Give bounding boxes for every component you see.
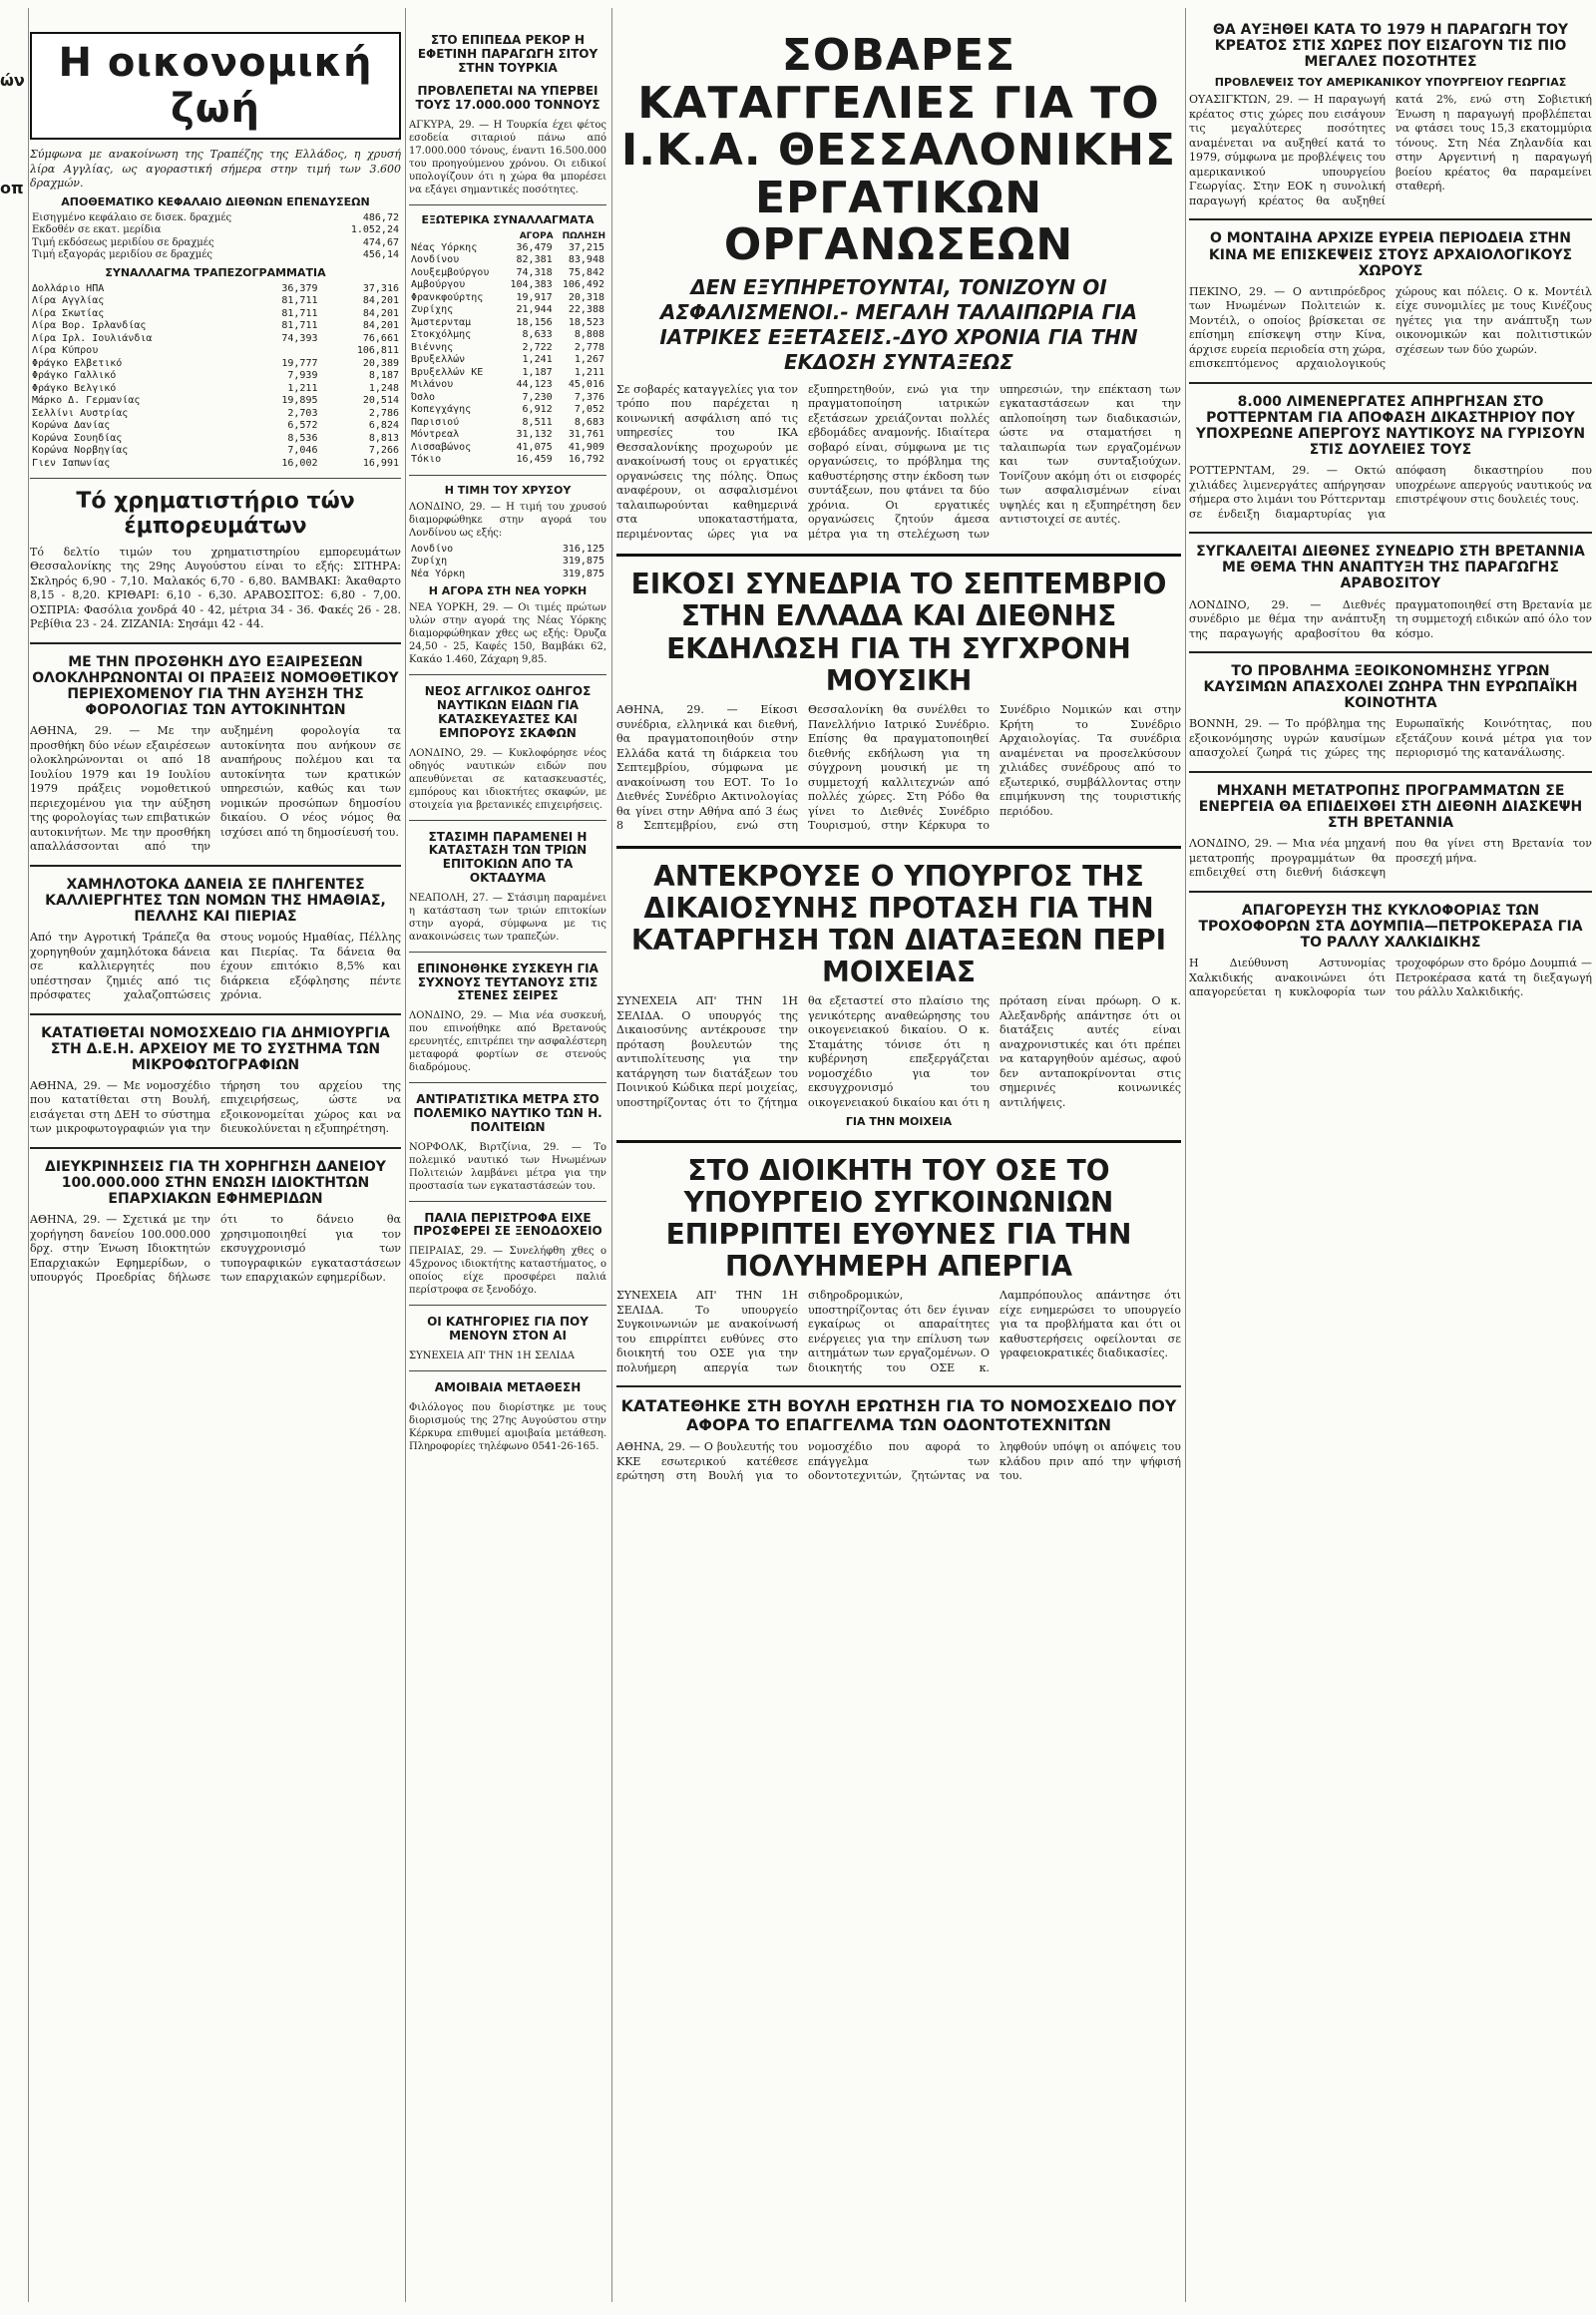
justice-headline: ΑΝΤΕΚΡΟΥΣΕ Ο ΥΠΟΥΡΓΟΣ ΤΗΣ ΔΙΚΑΙΟΣΥΝΗΣ ΠΡΟΤΑΣΗ ΓΙΑ ΤΗΝ ΚΑΤΑΡΓΗΣΗ ΤΩΝ ΔΙΑΤΑΞΕΩΝ ΠΕΡΙ ΜΟΙΧΕΙΑΣ bbox=[630, 859, 1167, 989]
table-cell: 7,230 bbox=[522, 391, 553, 403]
machine-text: ΛΟΝΔΙΝΟ, 29. — Μια νέα μηχανή μετατροπής προγραμμάτων θα επιδειχθεί στη διεθνή διάσκεψη που θα γίνει στη Βρετανία τον προσεχή μήνα. bbox=[1189, 837, 1592, 880]
table-row bbox=[409, 329, 606, 342]
table-row bbox=[409, 317, 606, 330]
table-row bbox=[30, 370, 401, 383]
dei-headline: ΚΑΤΑΤΙΘΕΤΑΙ ΝΟΜΟΣΧΕΔΙΟ ΓΙΑ ΔΗΜΙΟΥΡΓΙΑ ΣΤΗ Δ.Ε.Η. ΑΡΧΕΙΟΥ ΜΕ ΤΟ ΣΥΣΤΗΜΑ ΤΩΝ ΜΙΚΡΟΦΩΤΟΓΡΑΦΙΩΝ bbox=[41, 1024, 390, 1073]
traffic-text: Η Διεύθυνση Αστυνομίας Χαλκιδικής ανακοινώνει ότι απαγορεύεται η κυκλοφορία των τροχοφόρων στο δρόμο Δουμπιά — Πετροκέρασα κατά τη διεξαγωγή του ράλλυ Χαλκιδικής. bbox=[1189, 956, 1592, 999]
table-cell: 8,511 bbox=[522, 416, 553, 428]
ika-headline: ΣΟΒΑΡΕΣ ΚΑΤΑΓΓΕΛΙΕΣ ΓΙΑ ΤΟ Ι.Κ.Α. ΘΕΣΣΑΛΟΝΙΚΗΣ ΕΡΓΑΤΙΚΩΝ ΟΡΓΑΝΩΣΕΩΝ bbox=[620, 30, 1177, 271]
fx-title: ΕΞΩΤΕΡΙΚΑ ΣΥΝΑΛΛΑΓΜΑΤΑ bbox=[421, 212, 595, 226]
table-cell: 76,661 bbox=[362, 332, 399, 344]
corn-text: ΛΟΝΔΙΝΟ, 29. — Διεθνές συνέδριο με θέμα την ανάπτυξη της παραγωγής αραβοσίτου θα πραγματοποιηθεί στη Βρετανία με τη συμμετοχή ειδικών από όλο τον κόσμο. bbox=[1189, 597, 1592, 640]
table-cell: 20,389 bbox=[362, 357, 399, 369]
table-row bbox=[409, 392, 606, 405]
column-markets bbox=[409, 12, 606, 1457]
table-cell: 83,948 bbox=[568, 254, 604, 266]
table-row bbox=[30, 445, 401, 458]
table-cell: 1,241 bbox=[522, 354, 553, 366]
table-cell: 106,811 bbox=[356, 345, 399, 357]
meat-subheadline: ΠΡΟΒΛΕΨΕΙΣ ΤΟΥ ΑΜΕΡΙΚΑΝΙΚΟΥ ΥΠΟΥΡΓΕΙΟΥ ΓΕΩΡΓΙΑΣ bbox=[1214, 76, 1567, 90]
table-cell: Αμβούργου bbox=[411, 279, 466, 291]
table-cell: 7,376 bbox=[574, 391, 604, 403]
table-cell: 7,046 bbox=[287, 445, 318, 457]
table-cell: Τόκιο bbox=[411, 454, 442, 466]
mondale-text: ΠΕΚΙΝΟ, 29. — Ο αντιπρόεδρος των Ηνωμένων Πολιτειών κ. Μοντέιλ, ο οποίος βρίσκεται σε επίσημη επίσκεψη στην Κίνα, άρχισε ευρεία περιοδεία στη χώρα, επισκεπτόμενος αρχαιολογικούς χώρους και πόλεις. Ο κ. Μοντέιλ είχε συνομιλίες με τους Κινέζους ηγέτες για την ανάπτυξη των οικονομικών και πολιτιστικών σχέσεων των δύο χωρών. bbox=[1189, 284, 1592, 371]
column-rule bbox=[1185, 8, 1186, 2302]
table-cell: 7,939 bbox=[287, 370, 318, 382]
commodities-text: Τό δελτίο τιμών του χρηματιστηρίου εμπορευμάτων Θεσσαλονίκης της 29ης Αυγούστου είναι το εξής: ΣΙΤΗΡΑ: Σκληρός 6,90 - 7,10. Μαλακός 6,70 - 6,80. ΒΑΜΒΑΚΙ: Άκαθαρτο 8,15 - 8,20. ΚΡΙΘΑΡΙ: 6,10 - 6,30. ΑΡΑΒΟΣΙΤΟΣ: 6,80 - 7,00. ΟΣΠΡΙΑ: Φασόλια χονδρά 40 - 42, μέτρια 34 - 36. Φακές 26 - 28. Ρεβίθια 23 - 24. ΖΙΖΑΝΙΑ: Σησάμι 42 - 44. bbox=[30, 545, 401, 631]
revolvers-text: ΠΕΙΡΑΙΑΣ, 29. — Συνελήφθη χθες ο 45χρονος ιδιοκτήτης καταστήματος, ο οποίος είχε προσφέρει παλιά περίστροφα σε ξενοδόχο. bbox=[409, 1246, 606, 1297]
gold-text: ΛΟΝΔΙΝΟ, 29. — Η τιμή του χρυσού διαμορφώθηκε στην αγορά του Λονδίνου ως εξής: bbox=[409, 501, 606, 539]
table-row bbox=[409, 379, 606, 392]
table-cell: 1,248 bbox=[368, 382, 399, 394]
table-cell: 474,67 bbox=[362, 236, 399, 248]
turkey-headline: ΣΤΟ ΕΠΙΠΕΔΑ ΡΕΚΟΡ Η ΕΦΕΤΙΝΗ ΠΑΡΑΓΩΓΗ ΣΙΤΟΥ ΣΤΗΝ ΤΟΥΡΚΙΑ bbox=[417, 33, 598, 75]
table-row bbox=[30, 333, 401, 346]
table-cell: Φράγκο Βελγικό bbox=[32, 382, 117, 394]
table-cell: 8,683 bbox=[574, 416, 604, 428]
table-row bbox=[409, 367, 606, 380]
justice-subhead: ΓΙΑ ΤΗΝ ΜΟΙΧΕΙΑ bbox=[845, 1114, 953, 1128]
ika-text: Σε σοβαρές καταγγελίες για τον τρόπο που παρέχεται η κοινωνική ασφάλιση από τις υπηρεσίες του ΙΚΑ Θεσσαλονίκης προχωρούν με ανακοίνωσή τους οι εργατικές οργανώσεις της πόλης. Όπως αναφέρουν, οι ασφαλισμένοι ταλαιπωρούνται καθημερινά στα υποκαταστήματα, περιμένοντας ώρες για να εξυπηρετηθούν, ενώ για την πραγματοποίηση ιατρικών εξετάσεων χρειάζονται πολλές εβδομάδες αναμονής. Ιδιαίτερα σοβαρό είναι, σύμφωνα με τις οργανώσεις, το πρόβλημα της καθυστέρησης στην έκδοση των συντάξεων, που φτάνει τα δύο χρόνια. Οι εργατικές οργανώσεις ζητούν άμεσα μέτρα για τη στελέχωση των υπηρεσιών, την επέκταση των εγκαταστάσεων και την απλοποίηση των διαδικασιών, ώστε να σταματήσει η ταλαιπωρία των εργαζομένων και των συνταξιούχων. Τονίζουν ακόμη ότι οι εισφορές των ασφαλισμένων είναι υψηλές και η εξυπηρέτηση δεν αντιστοιχεί σε αυτές. bbox=[616, 382, 1181, 541]
table-cell: 84,201 bbox=[362, 307, 399, 319]
table-cell: Ζυρίχης bbox=[411, 304, 454, 316]
banknotes-table bbox=[30, 283, 401, 471]
table-cell: 6,912 bbox=[522, 404, 553, 416]
charges-headline: ΟΙ ΚΑΤΗΓΟΡΙΕΣ ΓΙΑ ΠΟΥ ΜΕΝΟΥΝ ΣΤΟΝ ΑΙ bbox=[427, 1315, 589, 1344]
navy-headline: ΑΝΤΙΡΑΤΙΣΤΙΚΑ ΜΕΤΡΑ ΣΤΟ ΠΟΛΕΜΙΚΟ ΝΑΥΤΙΚΟ ΤΩΝ Η. ΠΟΛΙΤΕΙΩΝ bbox=[413, 1092, 602, 1134]
ika-subheadline: ΔΕΝ ΕΞΥΠΗΡΕΤΟΥΝΤΑΙ, ΤΟΝΙΖΟΥΝ ΟΙ ΑΣΦΑΛΙΣΜΕΝΟΙ.- ΜΕΓΑΛΗ ΤΑΛΑΙΠΩΡΙΑ ΓΙΑ ΙΑΤΡΙΚΕΣ ΕΞΕΤΑΣΕΙΣ.-ΔΥΟ ΧΡΟΝΙΑ ΓΙΑ ΤΗΝ ΕΚΔΟΣΗ ΣΥΝΤΑΞΕΩΣ bbox=[659, 274, 1138, 374]
table-row bbox=[30, 408, 401, 421]
table-cell: 44,123 bbox=[516, 379, 553, 391]
traffic-headline: ΑΠΑΓΟΡΕΥΣΗ ΤΗΣ ΚΥΚΛΟΦΟΡΙΑΣ ΤΩΝ ΤΡΟΧΟΦΟΡΩΝ ΣΤΑ ΔΟΥΜΠΙΑ—ΠΕΤΡΟΚΕΡΑΣΑ ΓΙΑ ΤΟ ΡΑΛΛΥ ΧΑΛΚΙΔΙΚΗΣ bbox=[1198, 902, 1583, 951]
table-cell: 2,786 bbox=[368, 407, 399, 419]
table-cell: Βρυξελλών bbox=[411, 354, 466, 366]
column-rule bbox=[28, 8, 29, 2302]
table-row bbox=[409, 544, 606, 557]
table-cell: Τιμή εξαγοράς μεριδίου σε δραχμές bbox=[32, 249, 212, 261]
table-row bbox=[30, 237, 401, 250]
table-cell: 8,633 bbox=[522, 329, 553, 341]
fx-head: ΠΩΛΗΣΗ bbox=[562, 230, 605, 241]
dental-text: ΑΘΗΝΑ, 29. — Ο βουλευτής του ΚΚΕ εσωτερικού κατέθεσε ερώτηση στη Βουλή για το νομοσχέδιο που αφορά το επάγγελμα των οδοντοτεχνιτών, ζητώντας να ληφθούν υπόψη οι απόψεις του κλάδου πριν από την ψήφισή του. bbox=[616, 1440, 1181, 1483]
table-row bbox=[30, 395, 401, 408]
table-cell: 21,944 bbox=[516, 304, 553, 316]
table-row bbox=[409, 569, 606, 581]
table-cell: Φράγκο Ελβετικό bbox=[32, 357, 123, 369]
table-cell: Μόντρεαλ bbox=[411, 429, 460, 441]
conferences-text: ΑΘΗΝΑ, 29. — Είκοσι συνέδρια, ελληνικά και διεθνή, θα πραγματοποιηθούν στην Ελλάδα κατά τη διάρκεια του Σεπτεμβρίου, σύμφωνα με ανακοίνωση του ΕΟΤ. Το 1ο Διεθνές Συνέδριο Ακτινολογίας θα γίνει στην Αθήνα από 3 έως 8 Σεπτεμβρίου, ενώ στη Θεσσαλονίκη θα συνέλθει το Πανελλήνιο Ιατρικό Συνέδριο. Επίσης θα πραγματοποιηθεί διεθνής εκδήλωση για τη σύγχρονη μουσική με τη συμμετοχή καλλιτεχνών από πολλές χώρες. Στη Ρόδο θα γίνει το Διεθνές Συνέδριο Τουρισμού, στην Κέρκυρα το Συνέδριο Νομικών και στην Κρήτη το Συνέδριο Αρχαιολογίας. Τα συνέδρια αναμένεται να προσελκύσουν χιλιάδες συνέδρους από το εξωτερικό, συμβάλλοντας στην επιμήκυνση της τουριστικής περιόδου. bbox=[616, 703, 1181, 833]
table-row bbox=[409, 267, 606, 280]
table-cell: 84,201 bbox=[362, 295, 399, 307]
fx-head bbox=[409, 230, 502, 242]
tax-text: ΑΘΗΝΑ, 29. — Με την προσθήκη δύο νέων εξαιρέσεων ολοκληρώνονται οι από 18 Ιουλίου 1979 και 19 Ιουλίου 1979 πράξεις νομοθετικού περιεχομένου για την αύξηση της φορολογίας των επιβατικών αυτοκινήτων. Με την προσθήκη απαλλάσσονται από την αυξημένη φορολογία τα αυτοκίνητα που ανήκουν σε αναπήρους πολέμου και τα αυτοκίνητα των κρατικών υπηρεσιών, καθώς και των νομικών προσώπων δημοσίου δικαίου. Ο νέος νόμος θα ισχύσει από τη δημοσίευσή του. bbox=[30, 724, 401, 854]
justice-text: ΣΥΝΕΧΕΙΑ ΑΠ' ΤΗΝ 1Η ΣΕΛΙΔΑ. Ο υπουργός της Δικαιοσύνης αντέκρουσε την πρόταση βουλευτών της αντιπολίτευσης για την κατάργηση των διατάξεων του Ποινικού Κώδικα περί μοιχείας, υποστηρίζοντας ότι το ζήτημα θα εξεταστεί στο πλαίσιο της γενικότερης αναθεώρησης του οικογενειακού δικαίου. Ο κ. Σταμάτης τόνισε ότι η κυβέρνηση επεξεργάζεται νομοσχέδιο για τον εκσυγχρονισμό του οικογενειακού δικαίου και ότι η πρόταση είναι πρόωρη. Ο κ. Αλεξανδρής απάντησε ότι οι διατάξεις αυτές είναι αναχρονιστικές και ότι πρέπει να καταργηθούν αμέσως, αφού δεν ανταποκρίνονται στις σημερινές κοινωνικές αντιλήψεις. bbox=[616, 994, 1181, 1109]
table-cell: 6,572 bbox=[287, 420, 318, 432]
clipped-edge-column bbox=[0, 12, 26, 196]
table-cell: Βιέννης bbox=[411, 341, 454, 353]
fuel-headline: ΤΟ ΠΡΟΒΛΗΜΑ ΞΕΟΙΚΟΝΟΜΗΣΗΣ ΥΓΡΩΝ ΚΑΥΣΙΜΩΝ ΑΠΑΣΧΟΛΕΙ ΖΩΗΡΑ ΤΗΝ ΕΥΡΩΠΑΪΚΗ ΚΟΙΝΟΤΗΤΑ bbox=[1203, 663, 1578, 712]
rotterdam-text: ΡΟΤΤΕΡΝΤΑΜ, 29. — Οκτώ χιλιάδες λιμενεργάτες απήργησαν σήμερα στο λιμάνι του Ρόττερνταμ σε ένδειξη διαμαρτυρίας για απόφαση δικαστηρίου που υποχρέωνε απεργούς ναυτικούς να επιστρέψουν στις δουλειές τους. bbox=[1189, 464, 1592, 521]
table-cell: 82,381 bbox=[516, 254, 553, 266]
table-row bbox=[30, 383, 401, 396]
table-cell: 16,792 bbox=[568, 454, 604, 466]
table-cell: 1,267 bbox=[574, 354, 604, 366]
table-cell: Γιεν Ιαπωνίας bbox=[32, 457, 111, 469]
table-cell: 7,266 bbox=[368, 445, 399, 457]
ose-headline: ΣΤΟ ΔΙΟΙΚΗΤΗ ΤΟΥ ΟΣΕ ΤΟ ΥΠΟΥΡΓΕΙΟ ΣΥΓΚΟΙΝΩΝΙΩΝ ΕΠΙΡΡΙΠΤΕΙ ΕΥΘΥΝΕΣ ΓΙΑ ΤΗΝ ΠΟΛΥΗΜΕΡΗ ΑΠΕΡΓΙΑ bbox=[665, 1153, 1132, 1284]
dei-text: ΑΘΗΝΑ, 29. — Με νομοσχέδιο που κατατίθεται στη Βουλή, εισάγεται στη ΔΕΗ το σύστημα των μικροφωτογραφιών για την τήρηση του αρχείου της επιχειρήσεως, ώστε να εξοικονομείται χώρος και να διευκολύνεται η εξυπηρέτηση. bbox=[30, 1078, 401, 1136]
table-cell: Κορώνα Σουηδίας bbox=[32, 432, 123, 444]
fuel-text: ΒΟΝΝΗ, 29. — Το πρόβλημα της εξοικονόμησης υγρών καυσίμων απασχολεί ζωηρά τις χώρες της Ευρωπαϊκής Κοινότητας, που εξετάζουν κοινά μέτρα για τον περιορισμό της κατανάλωσης. bbox=[1189, 717, 1592, 760]
table-cell: 1,211 bbox=[287, 382, 318, 394]
table-cell: Εκδοθέν σε εκατ. μερίδια bbox=[32, 224, 162, 236]
table-cell: 75,842 bbox=[568, 266, 604, 278]
table-row bbox=[409, 442, 606, 455]
table-row bbox=[30, 295, 401, 308]
navy-text: ΝΟΡΦΟΛΚ, Βιρτζίνια, 29. — Το πολεμικό ναυτικό των Ηνωμένων Πολιτειών λαμβάνει μέτρα για την προστασία των εγκαταστάσεών του. bbox=[409, 1141, 606, 1192]
table-cell: 1,211 bbox=[574, 366, 604, 378]
table-cell: 2,703 bbox=[287, 407, 318, 419]
transfer-text: Φιλόλογος που διορίστηκε με τους διορισμούς της 27ης Αυγούστου στην Κέρκυρα επιθυμεί αμοιβαία μετάθεση. Πληροφορίες τηλέφωνο 0541-26-165. bbox=[409, 1401, 606, 1452]
table-row bbox=[409, 404, 606, 417]
column-economy bbox=[30, 12, 401, 1290]
table-row bbox=[409, 556, 606, 569]
table-cell: Φρανκφούρτης bbox=[411, 291, 484, 303]
table-cell: 19,917 bbox=[516, 291, 553, 303]
table-row bbox=[30, 345, 401, 358]
table-cell: 8,808 bbox=[574, 329, 604, 341]
table-row bbox=[30, 212, 401, 225]
table-cell: Σελλίνι Αυστρίας bbox=[32, 407, 129, 419]
table-cell: 84,201 bbox=[362, 320, 399, 332]
table-cell: 1,187 bbox=[522, 366, 553, 378]
table-cell: 74,318 bbox=[516, 266, 553, 278]
table-cell: 7,052 bbox=[574, 404, 604, 416]
capital-table bbox=[30, 212, 401, 262]
table-cell: Κοπεγχάγης bbox=[411, 404, 472, 416]
table-cell: 41,075 bbox=[516, 441, 553, 453]
table-cell: 319,875 bbox=[562, 556, 604, 568]
table-cell: Λίρα Ιρλ. Ιουλιάνδια bbox=[32, 332, 153, 344]
column-main-news bbox=[616, 12, 1181, 1488]
table-row bbox=[409, 354, 606, 367]
table-row bbox=[30, 420, 401, 433]
table-cell: 31,132 bbox=[516, 429, 553, 441]
commodities-headline: Τό χρηματιστήριο τών έμπορευμάτων bbox=[76, 489, 355, 540]
table-cell: Άμστερνταμ bbox=[411, 316, 472, 328]
loans-text: Από την Αγροτική Τράπεζα θα χορηγηθούν χαμηλότοκα δάνεια σε καλλιεργητές που υπέστησαν ζημιές από τις πρόσφατες χαλαζοπτώσεις στους νομούς Ημαθίας, Πέλλης και Πιερίας. Τα δάνεια θα έχουν επιτόκιο 8,5% και διάρκεια εξόφλησης πέντε χρόνια. bbox=[30, 931, 401, 1002]
table-cell: 18,523 bbox=[568, 316, 604, 328]
table-cell: Νέας Υόρκης bbox=[411, 241, 478, 253]
ny-text: ΝΕΑ ΥΟΡΚΗ, 29. — Οι τιμές πρώτων υλών στην αγορά της Νέας Υόρκης διαμορφώθηκαν χθες ως εξής: Όρυζα 24,50 - 25, Καφές 150, Βαμβάκι 62, Κακάο 1.460, Ζάχαρη 9,85. bbox=[409, 602, 606, 666]
column-rule bbox=[405, 8, 406, 2302]
table-cell: 74,393 bbox=[281, 332, 318, 344]
table-cell: 81,711 bbox=[281, 320, 318, 332]
table-cell: Βρυξελλών ΚΕ bbox=[411, 366, 484, 378]
table-cell: 37,215 bbox=[568, 241, 604, 253]
table-cell: Στοκχόλμης bbox=[411, 329, 472, 341]
table-cell: Δολλάριο ΗΠΑ bbox=[32, 282, 105, 294]
table-row bbox=[409, 254, 606, 267]
conferences-headline: ΕΙΚΟΣΙ ΣΥΝΕΔΡΙΑ ΤΟ ΣΕΠΤΕΜΒΡΙΟ ΣΤΗΝ ΕΛΛΑΔΑ ΚΑΙ ΔΙΕΘΝΗΣ ΕΚΔΗΛΩΣΗ ΓΙΑ ΤΗ ΣΥΓΧΡΟΝΗ ΜΟΥΣΙΚΗ bbox=[630, 568, 1167, 697]
loan-clarification-text: ΑΘΗΝΑ, 29. — Σχετικά με την χορήγηση δανείου 100.000.000 δρχ. στην Ένωση Ιδιοκτητών Επαρχιακών Εφημερίδων, ο υπουργός Προεδρίας δήλωσε ότι το δάνειο θα χρησιμοποιηθεί για τον εκσυγχρονισμό των τυπογραφικών εγκαταστάσεων των επαρχιακών εφημερίδων. bbox=[30, 1213, 401, 1285]
bank-table-title: ΣΥΝΑΛΛΑΓΜΑ ΤΡΑΠΕΖΟΓΡΑΜΜΑΤΙΑ bbox=[105, 265, 326, 279]
table-cell: 8,813 bbox=[368, 432, 399, 444]
table-cell: 41,909 bbox=[568, 441, 604, 453]
machine-headline: ΜΗΧΑΝΗ ΜΕΤΑΤΡΟΠΗΣ ΠΡΟΓΡΑΜΜΑΤΩΝ ΣΕ ΕΝΕΡΓΕΙΑ ΘΑ ΕΠΙΔΕΙΧΘΕΙ ΣΤΗ ΔΙΕΘΝΗ ΔΙΑΣΚΕΨΗ ΣΤΗ ΒΡΕΤΑΝΝΙΑ bbox=[1198, 782, 1583, 832]
rates-headline: ΣΤΑΣΙΜΗ ΠΑΡΑΜΕΝΕΙ Η ΚΑΤΑΣΤΑΣΗ ΤΩΝ ΤΡΙΩΝ ΕΠΙΤΟΚΙΩΝ ΑΠΟ ΤΑ ΟΚΤΑΔΥΜΑ bbox=[428, 829, 588, 886]
table-row bbox=[409, 242, 606, 255]
clipped-text: οπ bbox=[0, 178, 24, 197]
ship-text: ΛΟΝΔΙΝΟ, 29. — Κυκλοφόρησε νέος οδηγός ναυτικών ειδών που απευθύνεται σε κατασκευαστές, εμπόρους και ιδιοκτήτες σκαφών, με στοιχεία για βρετανικές επιχειρήσεις. bbox=[409, 747, 606, 811]
table-row bbox=[30, 224, 401, 237]
table-cell: 16,991 bbox=[362, 457, 399, 469]
table-cell: 81,711 bbox=[281, 295, 318, 307]
fx-table bbox=[409, 230, 606, 467]
table-cell: Φράγκο Γαλλικό bbox=[32, 370, 117, 382]
mondale-headline: Ο ΜΟΝΤΑΙΗΑ ΑΡΧΙΖΕ ΕΥΡΕΙΑ ΠΕΡΙΟΔΕΙΑ ΣΤΗΝ ΚΙΝΑ ΜΕ ΕΠΙΣΚΕΨΕΙΣ ΣΤΟΥΣ ΑΡΧΑΙΟΛΟΓΙΚΟΥΣ ΧΩΡΟΥΣ bbox=[1208, 230, 1573, 279]
table-row bbox=[30, 433, 401, 446]
table-cell: 20,514 bbox=[362, 395, 399, 407]
capital-table-title: ΑΠΟΘΕΜΑΤΙΚΟ ΚΕΦΑΛΑΙΟ ΔΙΕΘΝΩΝ ΕΠΕΝΔΥΣΕΩΝ bbox=[61, 194, 370, 208]
table-cell: Μάρκο Δ. Γερμανίας bbox=[32, 395, 141, 407]
table-cell: 2,778 bbox=[574, 341, 604, 353]
table-row bbox=[409, 342, 606, 355]
table-cell: Ζυρίχη bbox=[411, 556, 448, 568]
table-cell: 486,72 bbox=[362, 211, 399, 223]
table-cell: Τιμή εκδόσεως μεριδίου σε δραχμές bbox=[32, 236, 214, 248]
gold-table bbox=[409, 544, 606, 581]
ship-headline: ΝΕΟΣ ΑΓΓΛΙΚΟΣ ΟΔΗΓΟΣ ΝΑΥΤΙΚΩΝ ΕΙΔΩΝ ΓΙΑ ΚΑΤΑΣΚΕΥΑΣΤΕΣ ΚΑΙ ΕΜΠΟΡΟΥΣ ΣΚΑΦΩΝ bbox=[424, 684, 592, 740]
table-cell bbox=[249, 345, 320, 358]
table-cell: Εισηγμένο κεφάλαιο σε δισεκ. δραχμές bbox=[32, 211, 232, 223]
clipped-text: ών bbox=[0, 71, 25, 90]
table-cell: Λίρα Κύπρου bbox=[32, 345, 99, 357]
table-row bbox=[409, 279, 606, 292]
dental-headline: ΚΑΤΑΤΕΘΗΚΕ ΣΤΗ ΒΟΥΛΗ ΕΡΩΤΗΣΗ ΓΙΑ ΤΟ ΝΟΜΟΣΧΕΔΙΟ ΠΟΥ ΑΦΟΡΑ ΤΟ ΕΠΑΓΓΕΛΜΑ ΤΩΝ ΟΔΟΝΤΟΤΕΧΝΙΤΩΝ bbox=[620, 1396, 1177, 1434]
device-headline: ΕΠΙΝΟΗΘΗΚΕ ΣΥΣΚΕΥΗ ΓΙΑ ΣΥΧΝΟΥΣ ΤΕΥΤΑΝΟΥΣ ΣΤΙΣ ΣΤΕΝΕΣ ΣΕΙΡΕΣ bbox=[417, 961, 598, 1003]
table-cell: 316,125 bbox=[562, 543, 604, 555]
table-row bbox=[409, 429, 606, 442]
table-cell: 45,016 bbox=[568, 379, 604, 391]
column-international bbox=[1189, 12, 1592, 1004]
table-row bbox=[30, 458, 401, 471]
table-cell: 19,895 bbox=[281, 395, 318, 407]
transfer-headline: ΑΜΟΙΒΑΙΑ ΜΕΤΑΘΕΣΗ bbox=[434, 1379, 582, 1394]
table-cell: 8,536 bbox=[287, 432, 318, 444]
table-cell: 31,761 bbox=[568, 429, 604, 441]
column-rule bbox=[611, 8, 612, 2302]
table-cell: 104,383 bbox=[510, 279, 553, 291]
table-row bbox=[30, 358, 401, 371]
table-cell: 36,479 bbox=[516, 241, 553, 253]
table-cell: 19,777 bbox=[281, 357, 318, 369]
table-cell: Λουξεμβούργου bbox=[411, 266, 490, 278]
table-cell: Λισσαβώνος bbox=[411, 441, 472, 453]
table-cell: Λονδίνο bbox=[411, 543, 454, 555]
table-cell: 18,156 bbox=[516, 316, 553, 328]
table-cell: 106,492 bbox=[562, 279, 604, 291]
table-cell: Όσλο bbox=[411, 391, 436, 403]
loans-headline: ΧΑΜΗΛΟΤΟΚΑ ΔΑΝΕΙΑ ΣΕ ΠΛΗΓΕΝΤΕΣ ΚΑΛΛΙΕΡΓΗΤΕΣ ΤΩΝ ΝΟΜΩΝ ΤΗΣ ΗΜΑΘΙΑΣ, ΠΕΛΛΗΣ ΚΑΙ ΠΙΕΡΙΑΣ bbox=[45, 876, 386, 925]
table-cell: 36,379 bbox=[281, 282, 318, 294]
tax-headline: ΜΕ ΤΗΝ ΠΡΟΣΘΗΚΗ ΔΥΟ ΕΞΑΙΡΕΣΕΩΝ ΟΛΟΚΛΗΡΩΝΟΝΤΑΙ ΟΙ ΠΡΑΞΕΙΣ ΝΟΜΟΘΕΤΙΚΟΥ ΠΕΡΙΕΧΟΜΕΝΟΥ ΓΙΑ ΤΗΝ ΑΥΞΗΣΗ ΤΗΣ ΦΟΡΟΛΟΓΙΑΣ ΤΩΝ ΑΥΤΟΚΙΝΗΤΩΝ bbox=[32, 653, 399, 719]
table-cell: 16,002 bbox=[281, 457, 318, 469]
intro-paragraph: Σύμφωνα με ανακοίνωση της Τραπέζης της Ελλάδος, η χρυσή λίρα Αγγλίας, ως αγοραστική σήμερα στην τιμή των 3.600 δραχμών. bbox=[30, 148, 401, 191]
turkey-text: ΑΓΚΥΡΑ, 29. — Η Τουρκία έχει φέτος εσοδεία σιταριού πάνω από 17.000.000 τόνους, έναντι 16.500.000 του προηγούμενου χρόνου. Οι ειδικοί υπολογίζουν ότι η χώρα θα μπορέσει να εξάγει σημαντικές ποσότητες. bbox=[409, 119, 606, 195]
table-cell: Λονδίνου bbox=[411, 254, 460, 266]
table-row bbox=[30, 283, 401, 296]
gold-title: Η ΤΙΜΗ ΤΟΥ ΧΡΥΣΟΥ bbox=[444, 483, 572, 497]
table-row bbox=[409, 304, 606, 317]
fx-head: ΑΓΟΡΑ bbox=[519, 230, 554, 241]
table-row bbox=[30, 320, 401, 333]
meat-headline: ΘΑ ΑΥΞΗΘΕΙ ΚΑΤΑ ΤΟ 1979 Η ΠΑΡΑΓΩΓΗ ΤΟΥ ΚΡΕΑΤΟΣ ΣΤΙΣ ΧΩΡΕΣ ΠΟΥ ΕΙΣΑΓΟΥΝ ΤΙΣ ΠΙΟ ΜΕΓΑΛΕΣ ΠΟΣΟΤΗΤΕΣ bbox=[1213, 22, 1568, 71]
rotterdam-headline: 8.000 ΛΙΜΕΝΕΡΓΑΤΕΣ ΑΠΗΡΓΗΣΑΝ ΣΤΟ ΡΟΤΤΕΡΝΤΑΜ ΓΙΑ ΑΠΟΦΑΣΗ ΔΙΚΑΣΤΗΡΙΟΥ ΠΟΥ ΥΠΟΧΡΕΩΝΕ ΑΠΕΡΓΟΥΣ ΝΑΥΤΙΚΟΥΣ ΝΑ ΓΥΡΙΣΟΥΝ ΣΤΙΣ ΔΟΥΛΕΙΕΣ ΤΟΥΣ bbox=[1195, 393, 1586, 459]
table-cell: 22,388 bbox=[568, 304, 604, 316]
ny-title: Η ΑΓΟΡΑ ΣΤΗ ΝΕΑ ΥΟΡΚΗ bbox=[428, 584, 588, 598]
table-cell: 20,318 bbox=[568, 291, 604, 303]
table-cell: Λίρα Αγγλίας bbox=[32, 295, 105, 307]
table-cell: 2,722 bbox=[522, 341, 553, 353]
section-masthead: Η οικονομική ζωή bbox=[30, 32, 401, 140]
rates-text: ΝΕΑΠΟΛΗ, 27. — Στάσιμη παραμένει η κατάσταση των τριών επιτοκίων στην αγορά, σύμφωνα με τις ανακοινώσεις των τραπεζών. bbox=[409, 892, 606, 943]
turkey-subheadline: ΠΡΟΒΛΕΠΕΤΑΙ ΝΑ ΥΠΕΡΒΕΙ ΤΟΥΣ 17.000.000 ΤΟΝΝΟΥΣ bbox=[415, 84, 600, 113]
meat-text: ΟΥΑΣΙΓΚΤΩΝ, 29. — Η παραγωγή κρέατος στις χώρες που εισάγουν τις μεγαλύτερες ποσότητες αναμένεται να αυξηθεί κατά το 1979, σύμφωνα με προβλέψεις του αμερικανικού υπουργείου Γεωργίας. Στην ΕΟΚ η συνολική παραγωγή κρέατος θα αυξηθεί κατά 2%, ενώ στη Σοβιετική Ένωση η παραγωγή προβλέπεται να φτάσει τους 15,3 εκατομμύρια τόνους. Στη Νέα Ζηλανδία και στην Αργεντινή η παραγωγή βοείου κρέατος θα παραμείνει σταθερή. bbox=[1189, 93, 1592, 207]
table-cell: Παρισιού bbox=[411, 416, 460, 428]
table-row bbox=[30, 308, 401, 321]
device-text: ΛΟΝΔΙΝΟ, 29. — Μια νέα συσκευή, που επινοήθηκε από Βρετανούς ερευνητές, επιτρέπει την ασφαλέστερη μεταφορά φορτίων σε στενούς διαδρόμους. bbox=[409, 1010, 606, 1074]
revolvers-headline: ΠΑΛΙΑ ΠΕΡΙΣΤΡΟΦΑ ΕΙΧΕ ΠΡΟΣΦΕΡΕΙ ΣΕ ΞΕΝΟΔΟΧΕΙΟ bbox=[413, 1210, 602, 1239]
table-cell: Μιλάνου bbox=[411, 379, 454, 391]
table-cell: 37,316 bbox=[362, 282, 399, 294]
table-cell: Κορώνα Νορβηγίας bbox=[32, 445, 129, 457]
table-cell: 81,711 bbox=[281, 307, 318, 319]
table-cell: 456,14 bbox=[362, 249, 399, 261]
table-row bbox=[409, 454, 606, 467]
table-cell: Νέα Υόρκη bbox=[411, 568, 466, 579]
table-cell: 1.052,24 bbox=[350, 224, 399, 236]
charges-text: ΣΥΝΕΧΕΙΑ ΑΠ' ΤΗΝ 1Η ΣΕΛΙΔΑ bbox=[409, 1350, 575, 1361]
table-cell: Λίρα Σκωτίας bbox=[32, 307, 105, 319]
table-row bbox=[30, 249, 401, 262]
table-cell: 319,875 bbox=[562, 568, 604, 579]
ose-text: ΣΥΝΕΧΕΙΑ ΑΠ' ΤΗΝ 1Η ΣΕΛΙΔΑ. Το υπουργείο Συγκοινωνιών με ανακοίνωσή του επιρρίπτει ευθύνες στο διοικητή του ΟΣΕ για την πολυήμερη απεργία των σιδηροδρομικών, υποστηρίζοντας ότι δεν έγιναν εγκαίρως οι απαραίτητες ενέργειες για την επίλυση των αιτημάτων των εργαζομένων. Ο διοικητής του ΟΣΕ κ. Λαμπρόπουλος απάντησε ότι είχε ενημερώσει το υπουργείο για τα προβλήματα και ότι οι καθυστερήσεις οφείλονται σε γραφειοκρατικές διαδικασίες. bbox=[616, 1289, 1181, 1374]
loan-clarification-headline: ΔΙΕΥΚΡΙΝΗΣΕΙΣ ΓΙΑ ΤΗ ΧΟΡΗΓΗΣΗ ΔΑΝΕΙΟΥ 100.000.000 ΣΤΗΝ ΕΝΩΣΗ ΙΔΙΟΚΤΗΤΩΝ ΕΠΑΡΧΙΑΚΩΝ ΕΦΗΜΕΡΙΔΩΝ bbox=[45, 1158, 386, 1208]
table-cell: Κορώνα Δανίας bbox=[32, 420, 111, 432]
table-row bbox=[409, 292, 606, 305]
table-cell: 8,187 bbox=[368, 370, 399, 382]
table-cell: 6,824 bbox=[368, 420, 399, 432]
table-cell: 16,459 bbox=[516, 454, 553, 466]
table-cell: Λίρα Βορ. Ιρλανδίας bbox=[32, 320, 147, 332]
corn-headline: ΣΥΓΚΑΛΕΙΤΑΙ ΔΙΕΘΝΕΣ ΣΥΝΕΔΡΙΟ ΣΤΗ ΒΡΕΤΑΝΝΙΑ ΜΕ ΘΕΜΑ ΤΗΝ ΑΝΑΠΤΥΞΗ ΤΗΣ ΠΑΡΑΓΩΓΗΣ ΑΡΑΒΟΣΙΤΟΥ bbox=[1196, 544, 1585, 592]
table-row bbox=[409, 417, 606, 430]
